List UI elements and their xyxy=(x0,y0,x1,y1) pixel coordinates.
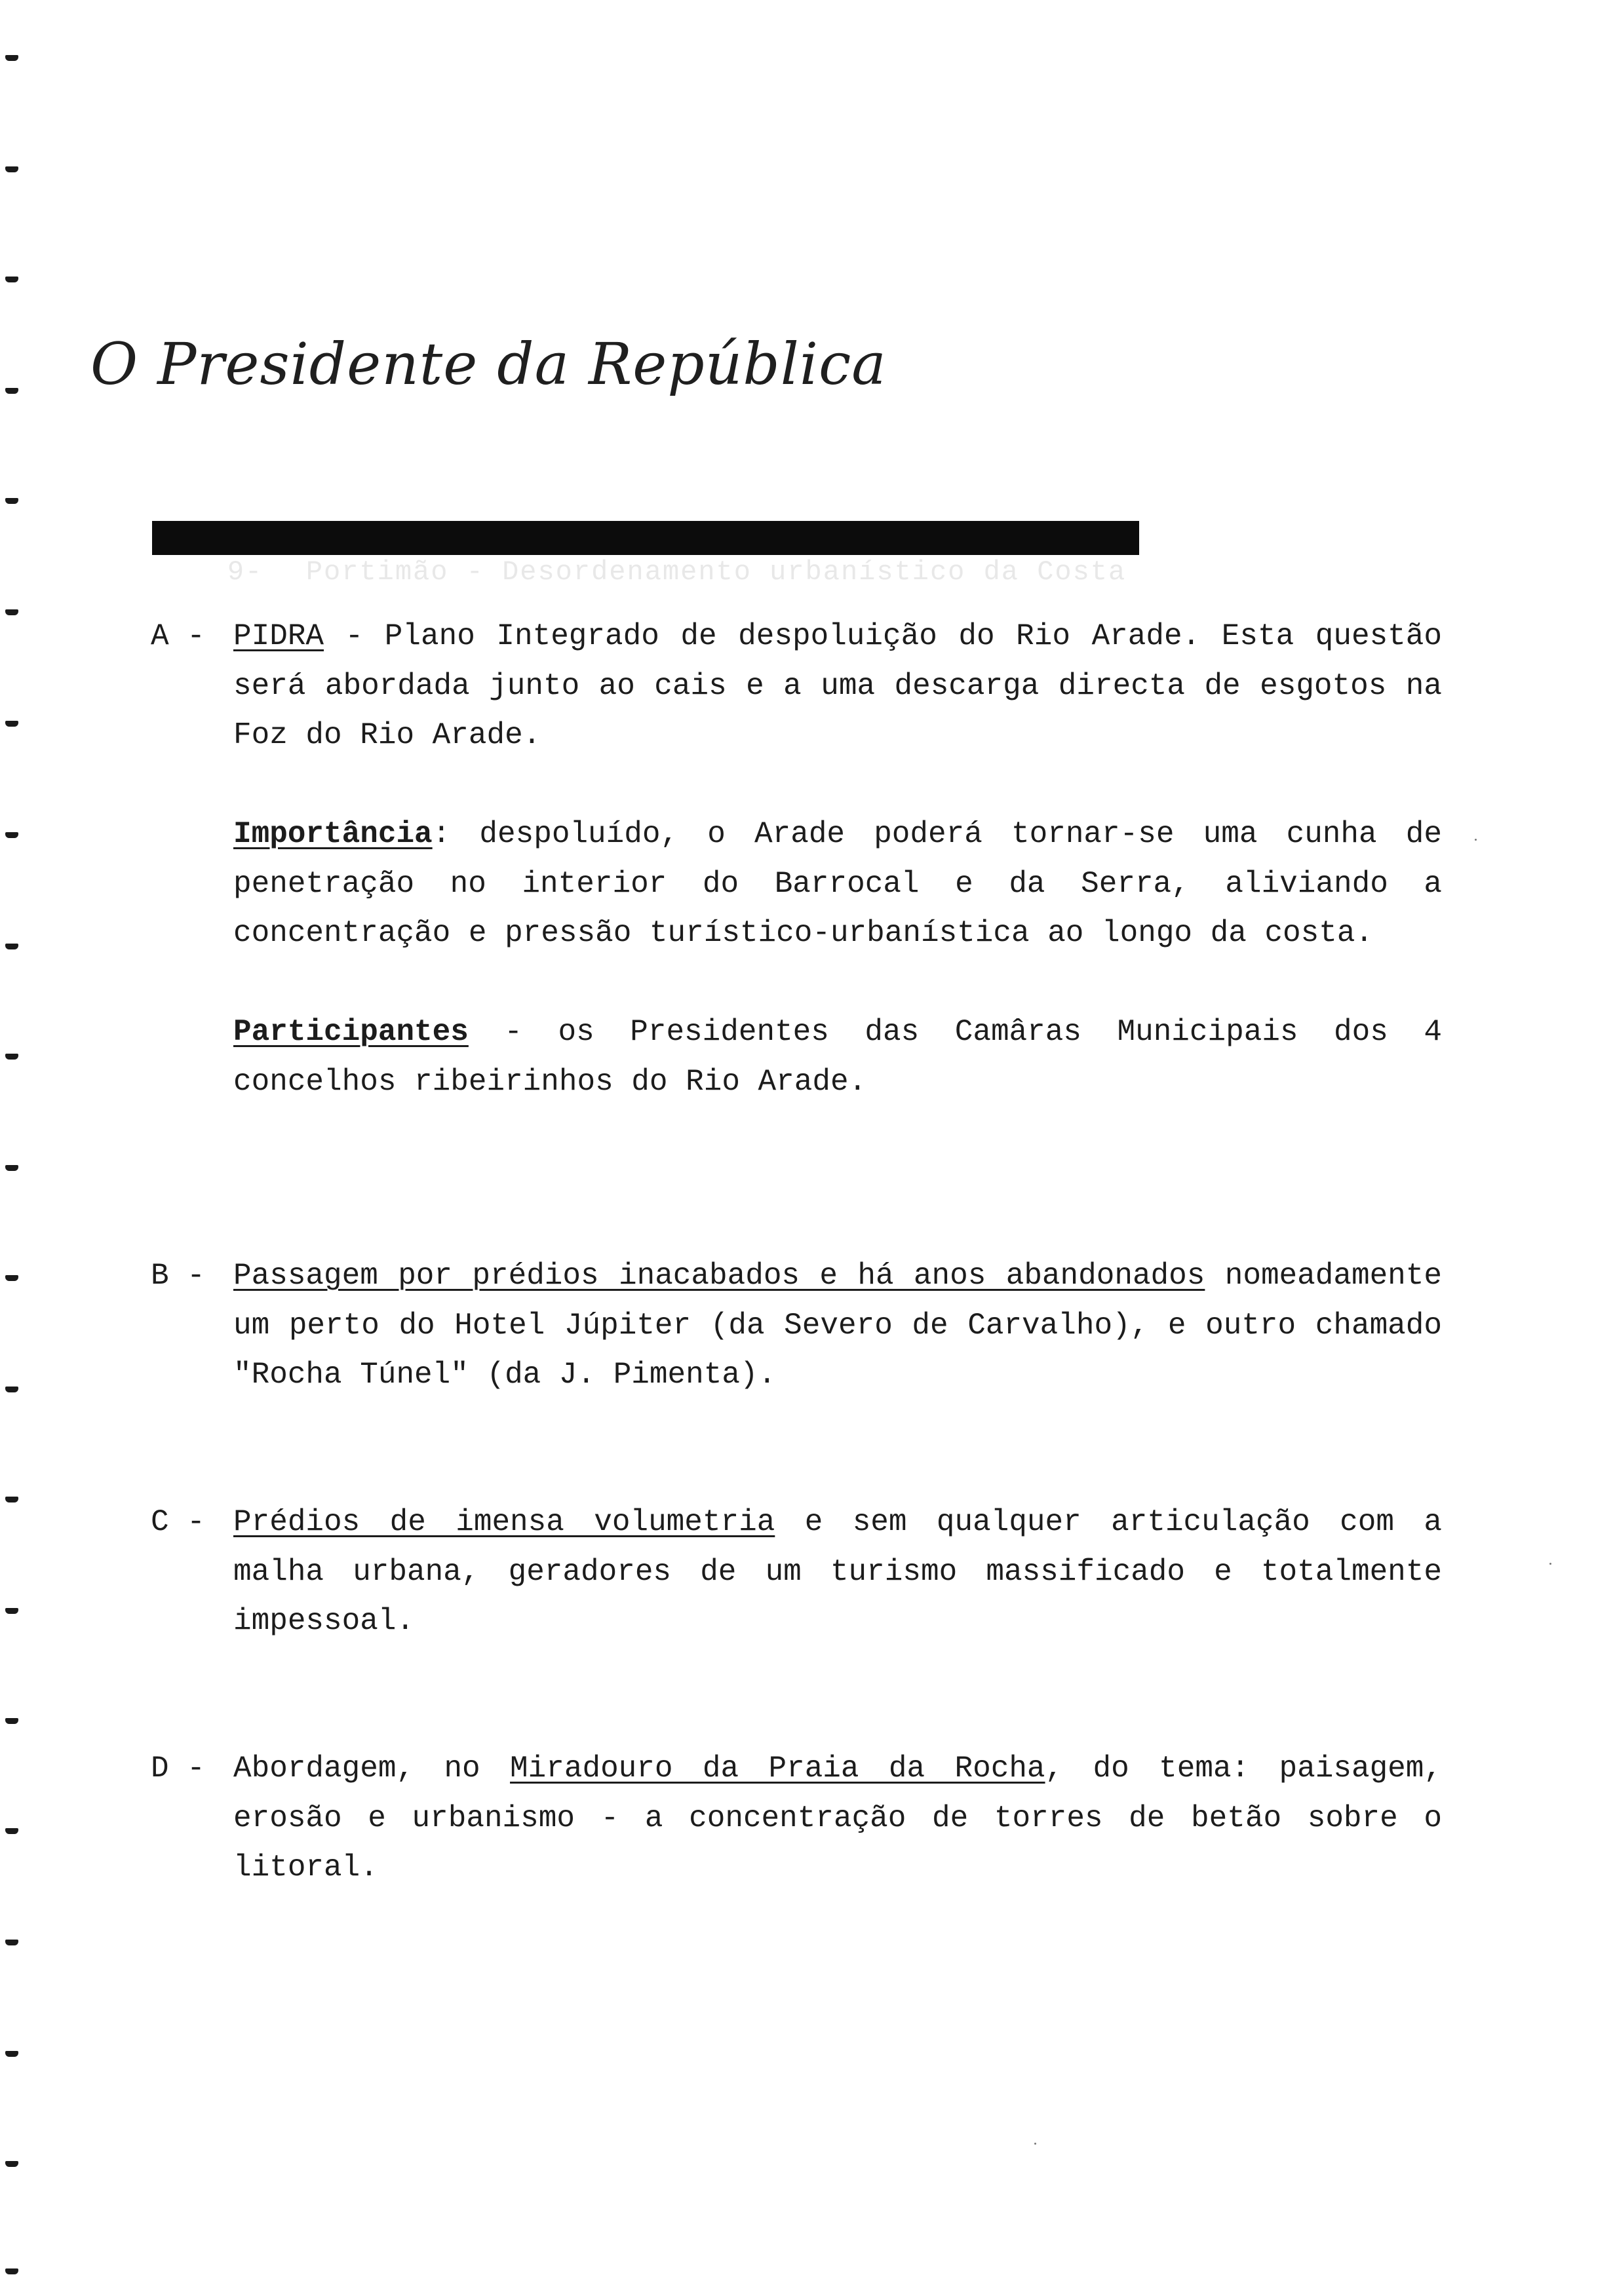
paragraph-lead: Abordagem, no xyxy=(233,1751,511,1786)
term-importancia: Importância xyxy=(233,817,433,851)
punch-mark xyxy=(5,1497,18,1502)
punch-mark xyxy=(5,55,18,61)
section-title: Portimão - Desordenamento urbanístico da Costa xyxy=(305,556,1127,588)
section-heading xyxy=(152,521,1139,588)
paragraph-predios-abandonados xyxy=(233,1252,1442,1400)
punch-mark xyxy=(5,2161,18,2167)
paragraph-text: - os Presidentes das Camâras Municipais dos 4 concelhos ribeirinhos do Rio Arade. xyxy=(233,1015,1442,1099)
punch-mark xyxy=(5,721,18,727)
item-body xyxy=(233,1744,1442,1893)
letterhead-script: O Presidente da República xyxy=(90,330,887,398)
punch-mark xyxy=(5,277,18,282)
section-number: 9- xyxy=(227,556,263,588)
scan-speck xyxy=(1475,839,1477,841)
paragraph-text: : despoluído, o Arade poderá tornar-se uma cunha de penetração no interior do Barrocal e da Serra, aliviando a concentração e pressão turístico-urbanística ao longo da costa. xyxy=(233,817,1442,950)
item-letter: C - xyxy=(151,1505,205,1539)
paragraph-miradouro xyxy=(233,1744,1442,1893)
underlined-phrase: Passagem por prédios inacabados e há anos abandonados xyxy=(233,1259,1205,1293)
scan-speck xyxy=(1549,1563,1551,1565)
underlined-phrase: Miradouro da Praia da Rocha xyxy=(510,1751,1045,1786)
paragraph-text: , do tema: paisagem, erosão e urbanismo - a concentração de torres de betão sobre o litoral. xyxy=(233,1751,1442,1885)
punch-mark xyxy=(5,1387,18,1392)
punch-mark xyxy=(5,1275,18,1281)
paragraph-text: nomeadamente um perto do Hotel Júpiter (da Severo de Carvalho), e outro chamado "Rocha Túnel" (da J. Pimenta). xyxy=(233,1259,1442,1392)
punch-mark xyxy=(5,388,18,394)
paragraph-pidra xyxy=(233,612,1442,761)
item-body xyxy=(233,1498,1442,1647)
punch-mark xyxy=(5,2051,18,2057)
punch-mark xyxy=(5,944,18,949)
paragraph-text: e sem qualquer articulação com a malha urbana, geradores de um turismo massificado e totalmente impessoal. xyxy=(233,1505,1442,1638)
paragraph-volumetria xyxy=(233,1498,1442,1647)
item-letter: B - xyxy=(151,1259,205,1293)
punch-mark xyxy=(5,609,18,615)
punch-mark xyxy=(5,1165,18,1171)
punch-mark xyxy=(5,1828,18,1834)
term-pidra: PIDRA xyxy=(233,619,324,653)
punch-mark xyxy=(5,1940,18,1945)
punch-mark xyxy=(5,1608,18,1614)
punch-mark xyxy=(5,1054,18,1060)
paragraph-text: - Plano Integrado de despoluição do Rio Arade. Esta questão será abordada junto ao cais e a uma descarga directa de esgotos na Foz do Rio Arade. xyxy=(233,619,1442,752)
item-body xyxy=(233,612,1442,1107)
punch-mark xyxy=(5,166,18,172)
punch-mark xyxy=(5,832,18,838)
item-letter: D - xyxy=(151,1751,205,1786)
item-body xyxy=(233,1252,1442,1400)
punch-mark xyxy=(5,2268,18,2274)
punch-mark xyxy=(5,498,18,504)
scan-speck xyxy=(1034,2143,1036,2145)
punch-mark xyxy=(5,1718,18,1724)
underlined-phrase: Prédios de imensa volumetria xyxy=(233,1505,775,1539)
paragraph-participantes xyxy=(233,1008,1442,1107)
item-letter: A - xyxy=(151,619,205,653)
term-participantes: Participantes xyxy=(233,1015,469,1049)
paragraph-importancia xyxy=(233,810,1442,959)
letterhead xyxy=(90,325,887,404)
